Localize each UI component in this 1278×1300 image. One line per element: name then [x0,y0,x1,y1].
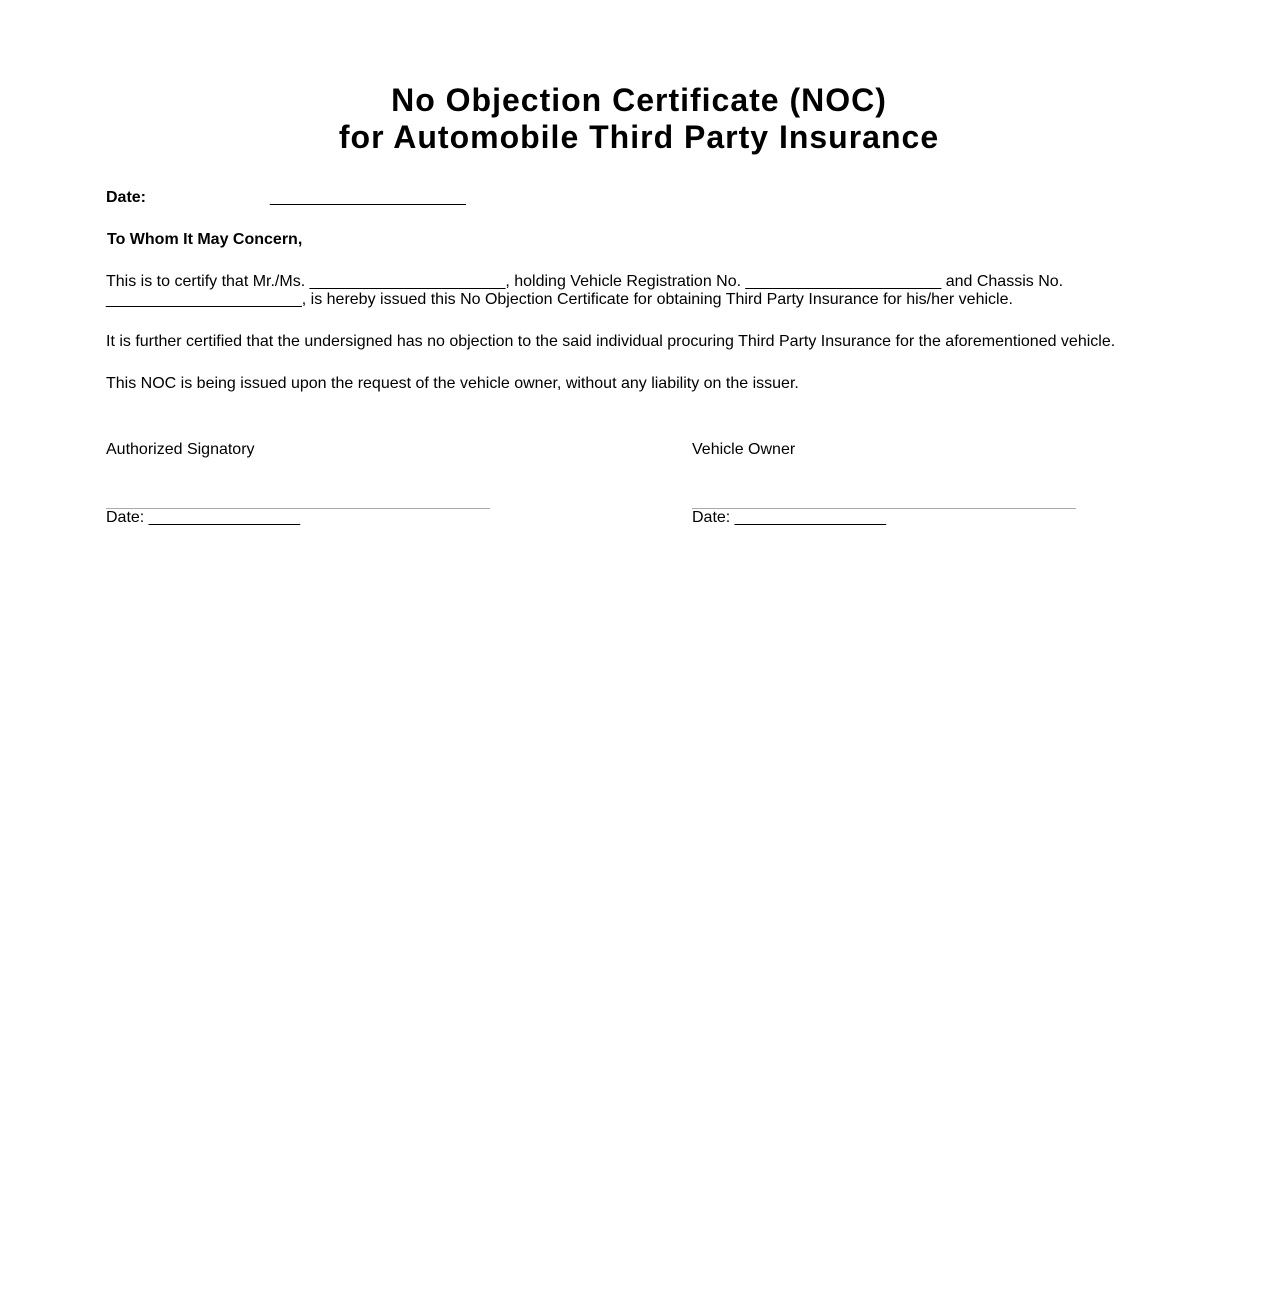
certification-paragraph: This is to certify that Mr./Ms. ______________________, holding Vehicle Registration No. ______________________ and Chassis No. ______________________, is hereby issued this No Objection Certificate for obtaining Third Party Insurance for his/her vehicle. [106,273,1064,308]
liability-paragraph: This NOC is being issued upon the request of the vehicle owner, without any liability on the issuer. [106,375,799,392]
no-objection-paragraph: It is further certified that the undersigned has no objection to the said individual procuring Third Party Insurance for the aforementioned vehicle. [106,333,1116,350]
authorized-signatory-block [106,441,490,527]
title-line-2: for Automobile Third Party Insurance [338,119,940,155]
authorized-signatory-date[interactable]: Date: _________________ [106,509,300,526]
document-title [0,82,1278,156]
vehicle-owner-block [692,441,1076,527]
salutation: To Whom It May Concern, [107,231,303,248]
date-blank-field[interactable]: ______________________ [270,189,466,206]
title-line-1: No Objection Certificate (NOC) [391,82,887,118]
vehicle-owner-label: Vehicle Owner [692,441,796,458]
vehicle-owner-date[interactable]: Date: _________________ [692,509,886,526]
authorized-signatory-label: Authorized Signatory [106,441,255,458]
date-row [106,189,466,207]
date-label: Date: [106,189,147,206]
